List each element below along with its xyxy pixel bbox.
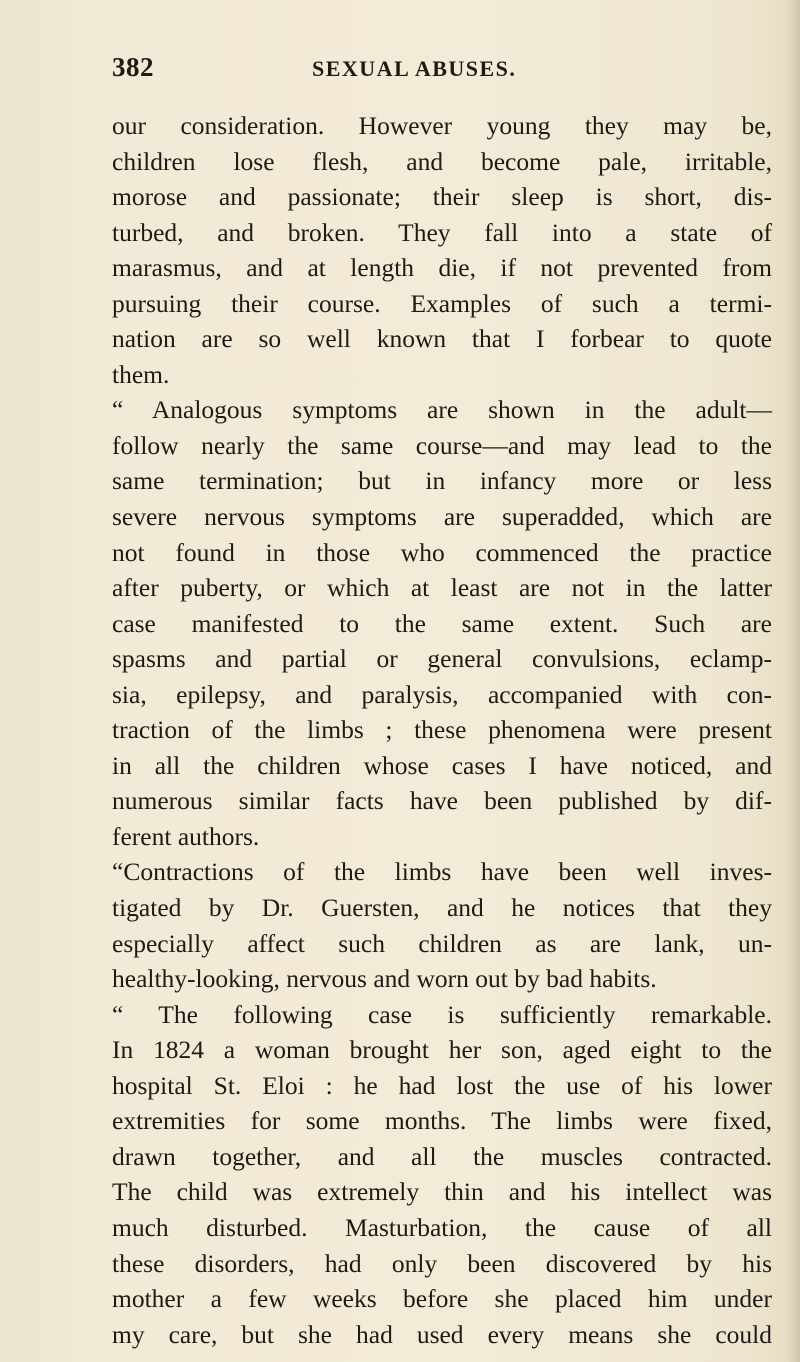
text-line: extremities for some months. The limbs were fixed, [112,1106,772,1136]
page-number: 382 [112,52,154,82]
text-line: marasmus, and at length die, if not prevented from [112,253,772,283]
text-line: children lose flesh, and become pale, irritable, [112,146,772,176]
running-head: SEXUAL ABUSES. [312,56,517,81]
text-line: “ The following case is sufficiently remarkable. [112,999,772,1029]
text-line: follow nearly the same course—and may lead to the [112,430,772,460]
text-line: these disorders, had only been discovered by his [112,1248,772,1278]
page-edge-shadow [786,0,800,1362]
text-line: in all the children whose cases I have noticed, and [112,750,772,780]
text-line: mother a few weeks before she placed him under [112,1284,772,1314]
text-line: case manifested to the same extent. Such are [112,608,772,638]
text-line: In 1824 a woman brought her son, aged eight to the [112,1035,772,1065]
text-line: ferent authors. [112,821,260,851]
text-line: our consideration. However young they may be, [112,111,772,140]
page-header [112,52,772,92]
text-line: my care, but she had used every means she could [112,1319,772,1349]
text-line: drawn together, and all the muscles contracted. [112,1141,772,1171]
text-line: them. [112,359,170,389]
text-line: traction of the limbs ; these phenomena were present [112,715,772,745]
body-text [112,108,772,1352]
text-line: same termination; but in infancy more or less [112,466,772,496]
text-line: pursuing their course. Examples of such a termi- [112,288,772,318]
text-line: turbed, and broken. They fall into a state of [112,217,772,247]
text-line: spasms and partial or general convulsions, eclamp- [112,644,772,674]
text-line: numerous similar facts have been published by dif- [112,786,772,816]
text-line: morose and passionate; their sleep is short, dis- [112,182,772,212]
text-line: “Contractions of the limbs have been well inves- [112,857,772,887]
text-line: much disturbed. Masturbation, the cause of all [112,1212,772,1242]
text-line: “ Analogous symptoms are shown in the adult— [112,395,772,425]
text-line: especially affect such children as are lank, un- [112,928,772,958]
text-line: nation are so well known that I forbear to quote [112,324,772,354]
text-line: The child was extremely thin and his intellect was [112,1177,772,1207]
text-line: severe nervous symptoms are superadded, which are [112,502,772,532]
text-line: tigated by Dr. Guersten, and he notices that they [112,893,772,923]
text-line: sia, epilepsy, and paralysis, accompanied with con- [112,679,772,709]
text-line: not found in those who commenced the practice [112,537,772,567]
text-line: healthy-looking, nervous and worn out by bad habits. [112,964,657,994]
text-line: hospital St. Eloi : he had lost the use of his lower [112,1070,772,1100]
text-line: after puberty, or which at least are not in the latter [112,573,772,603]
